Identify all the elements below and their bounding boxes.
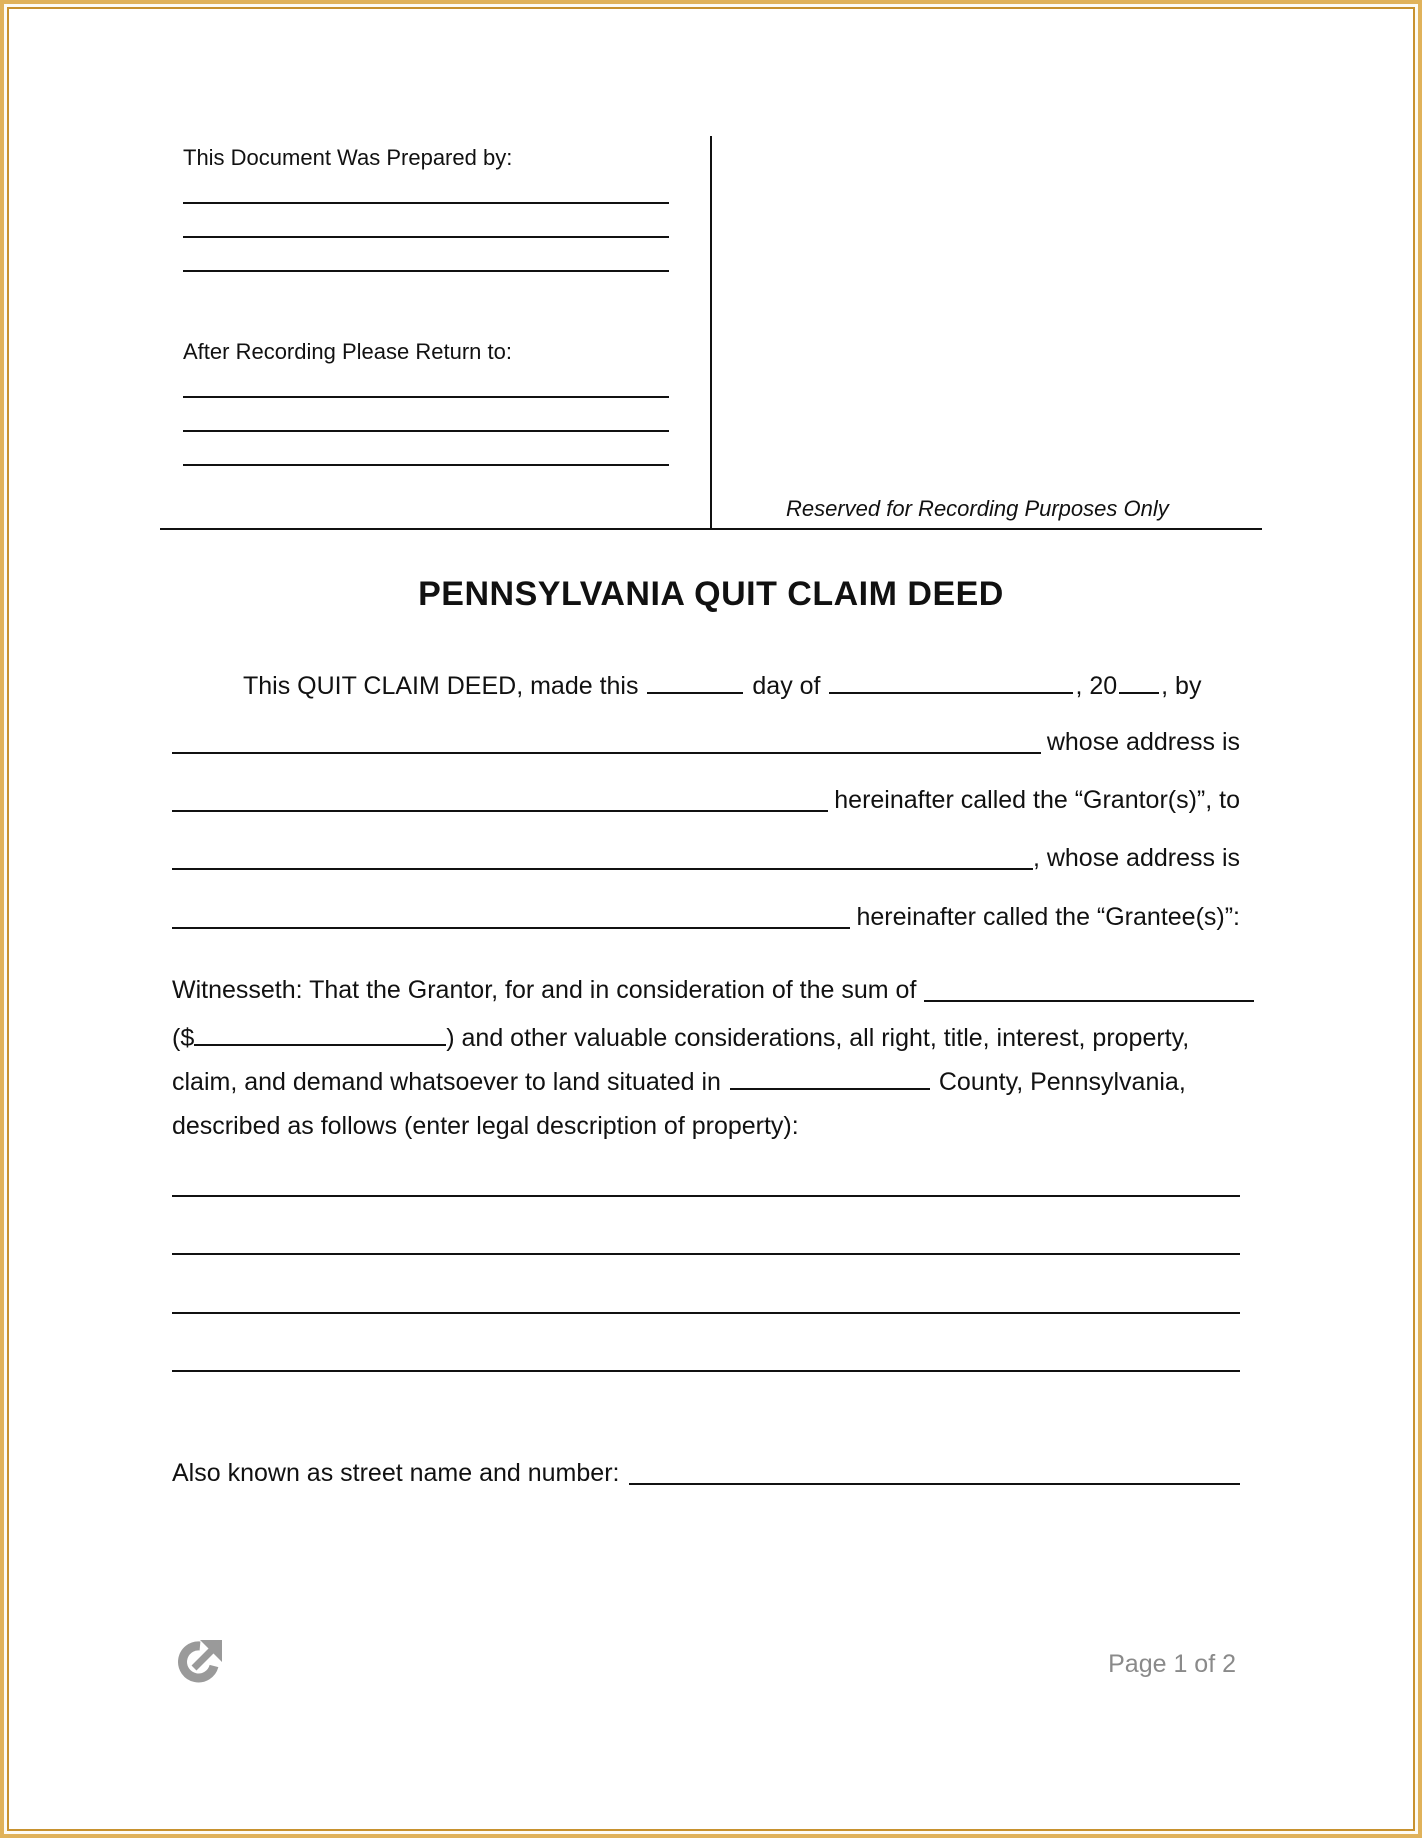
return-to-line-1[interactable] xyxy=(183,396,669,398)
legal-description-line-3[interactable] xyxy=(172,1312,1240,1314)
page-number: Page 1 of 2 xyxy=(1108,1650,1236,1678)
sum-amount-blank[interactable] xyxy=(194,1043,446,1046)
witnesseth-line-4: described as follows (enter legal description of property): xyxy=(172,1112,799,1140)
document-title: PENNSYLVANIA QUIT CLAIM DEED xyxy=(418,575,1004,613)
legal-description-line-1[interactable] xyxy=(172,1195,1240,1197)
header-bottom-rule xyxy=(160,528,1262,530)
month-blank[interactable] xyxy=(829,691,1073,694)
prepared-by-line-1[interactable] xyxy=(183,202,669,204)
grantee-name-row xyxy=(172,843,1240,873)
intro-text-2: day of xyxy=(752,672,821,700)
year-blank[interactable] xyxy=(1119,691,1159,694)
street-blank[interactable] xyxy=(629,1483,1240,1485)
grantee-address-blank[interactable] xyxy=(172,927,850,929)
intro-text-1: This QUIT CLAIM DEED, made this xyxy=(243,672,639,700)
reserved-label: Reserved for Recording Purposes Only xyxy=(786,496,1169,521)
grantor-name-blank[interactable] xyxy=(172,752,1041,754)
sum-words-blank[interactable] xyxy=(924,1000,1254,1002)
witnesseth-line-1 xyxy=(172,975,1254,1005)
return-to-line-2[interactable] xyxy=(183,430,669,432)
witnesseth-text-3a: claim, and demand whatsoever to land situated in xyxy=(172,1068,721,1096)
street-label: Also known as street name and number: xyxy=(172,1459,620,1487)
legal-description-line-4[interactable] xyxy=(172,1370,1240,1372)
grantor-address-blank[interactable] xyxy=(172,810,828,812)
witnesseth-line-3 xyxy=(172,1068,1186,1097)
return-to-line-3[interactable] xyxy=(183,464,669,466)
prepared-by-line-2[interactable] xyxy=(183,236,669,238)
intro-line-1 xyxy=(243,672,1201,701)
grantee-name-blank[interactable] xyxy=(172,868,1033,870)
prepared-by-label: This Document Was Prepared by: xyxy=(183,145,513,170)
witnesseth-text-2a: ($ xyxy=(172,1024,195,1052)
grantor-label: hereinafter called the “Grantor(s)”, to xyxy=(834,786,1240,814)
whose-address-text-2: , whose address is xyxy=(1032,844,1240,872)
prepared-by-line-3[interactable] xyxy=(183,270,669,272)
witnesseth-text-3b: County, Pennsylvania, xyxy=(938,1068,1186,1096)
witnesseth-line-2 xyxy=(172,1024,1189,1053)
grantee-address-row xyxy=(172,902,1240,932)
grantor-name-row xyxy=(172,727,1240,757)
return-to-label: After Recording Please Return to: xyxy=(183,339,512,364)
witnesseth-text-2b: ) and other valuable considerations, all right, title, interest, property, xyxy=(446,1024,1190,1052)
arrow-badge-icon xyxy=(174,1636,226,1688)
witnesseth-text-1: Witnesseth: That the Grantor, for and in consideration of the sum of xyxy=(172,976,917,1004)
legal-description-line-2[interactable] xyxy=(172,1253,1240,1255)
street-row xyxy=(172,1458,1240,1488)
county-blank[interactable] xyxy=(730,1087,930,1090)
intro-text-4: , by xyxy=(1161,672,1202,700)
grantor-address-row xyxy=(172,785,1240,815)
grantee-label: hereinafter called the “Grantee(s)”: xyxy=(856,903,1240,931)
intro-text-3: , 20 xyxy=(1075,672,1118,700)
whose-address-text-1: whose address is xyxy=(1046,728,1240,756)
header-divider xyxy=(710,136,712,529)
day-blank[interactable] xyxy=(647,691,743,694)
